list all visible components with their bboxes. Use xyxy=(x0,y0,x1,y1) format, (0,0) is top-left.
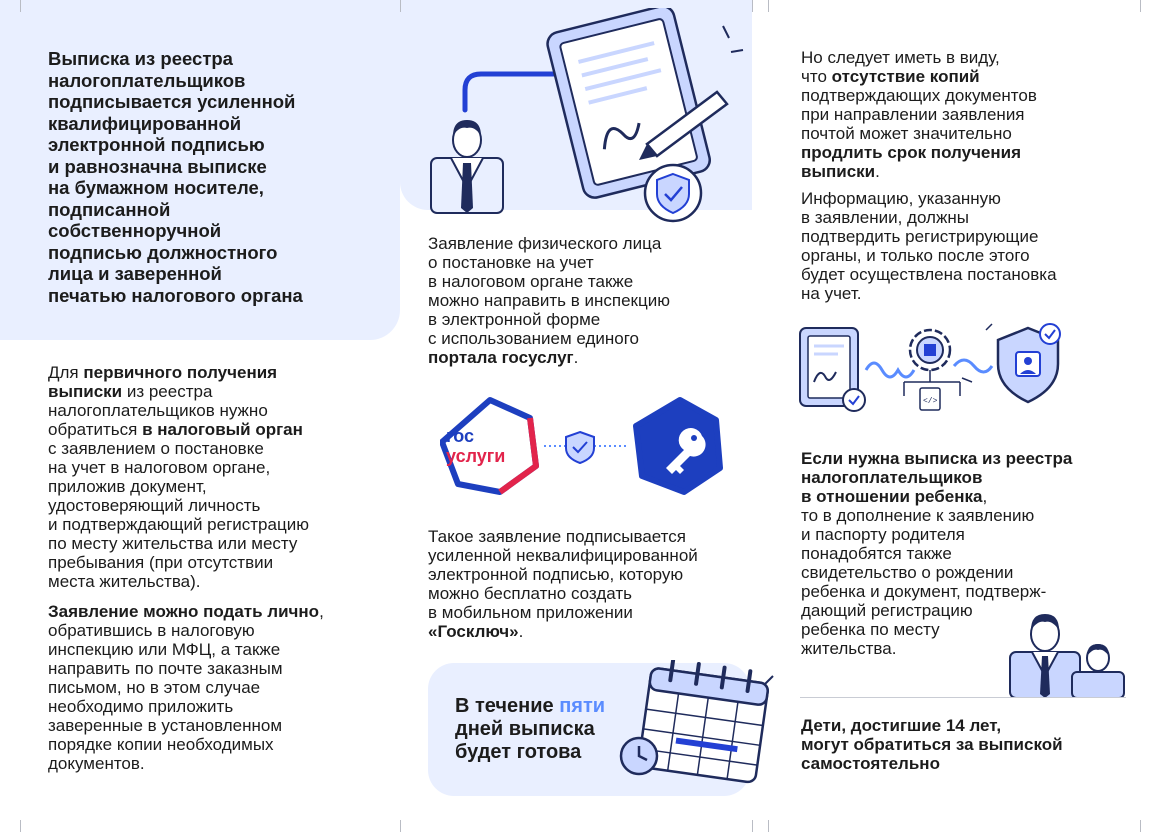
five-days-text: В течение пяти дней выписка будет готова xyxy=(455,695,606,763)
fold-mark xyxy=(400,820,401,832)
section-divider xyxy=(800,697,1126,698)
shield-icon xyxy=(566,432,594,463)
crop-mark xyxy=(1140,0,1141,12)
goskey-paragraph: Такое заявление подписывается усиленной неквалифицированной электронной подписью, которую можно бесплатно создать в мобильном приложении «Госключ». xyxy=(428,527,698,641)
fold-mark xyxy=(768,820,769,832)
child-statement-paragraph: Если нужна выписка из реестра налогоплательщиков в отношении ребенка, то в дополнение к заявлению и паспорту родителя понадобятся также свидетельство о рождении ребенка и документ, подтверж- дающий регистрацию ребенка по месту жительства. xyxy=(801,449,1073,658)
crop-mark xyxy=(1140,820,1141,832)
main-heading: Выписка из реестра налогоплательщиков подписывается усиленной квалифицированной электронной подписью и равнозначна выписке на бумажном носителе, подписанной собственноручной подписью должностного лица и заверенной печатью налогового органа xyxy=(48,48,303,306)
fold-mark xyxy=(752,820,753,832)
security-shield-icon xyxy=(998,324,1060,402)
svg-text:</>: </> xyxy=(923,397,938,406)
gosuslugi-goskey-logos xyxy=(440,396,730,496)
crop-mark xyxy=(20,0,21,12)
gosuslugi-logo-text-top: гос xyxy=(446,426,475,446)
person-icon xyxy=(431,120,503,213)
verification-process-illustration xyxy=(796,320,1066,415)
shield-check-icon xyxy=(645,165,701,221)
gosuslugi-logo-text-bottom: услуги xyxy=(446,446,506,466)
crop-mark xyxy=(20,820,21,832)
parent-and-child-illustration xyxy=(1004,606,1128,698)
copies-warning-paragraph: Но следует иметь в виду, что отсутствие копий подтверждающих документов при направлении заявления почтой может значительно продлить срок получения выписки. xyxy=(801,48,1037,181)
children-14-note: Дети, достигшие 14 лет, могут обратиться за выпиской самостоятельно xyxy=(801,716,1063,773)
calendar-illustration xyxy=(615,660,775,790)
goskey-logo xyxy=(636,400,720,492)
five-highlight: пяти xyxy=(559,695,606,717)
submit-in-person-paragraph: Заявление можно подать лично, обратившись в налоговую инспекцию или МФЦ, а также направить по почте заказным письмом, но в этом случае необходимо приложить заверенные в установленном порядке копии необходимых документов. xyxy=(48,602,324,773)
primary-statement-paragraph: Для первичного получения выписки из реестра налогоплательщиков нужно обратиться в налоговый орган с заявлением о постановке на учет в налоговом органе, приложив документ, удостоверяющий личность и подтверждающий регистрацию по месту жительства или месту пребывания (при отсутствии места жительства). xyxy=(48,363,309,591)
fold-mark xyxy=(400,0,401,12)
gear-icon xyxy=(910,330,950,370)
online-application-paragraph: Заявление физического лица о постановке на учет в налоговом органе также можно направить в инспекцию в электронной форме с использованием единого портала госуслуг. xyxy=(428,234,670,367)
fold-mark xyxy=(768,0,769,12)
verification-paragraph: Информацию, указанную в заявлении, должны подтвердить регистрирующие органы, и только после этого будет осуществлена постановка на учет. xyxy=(801,189,1057,303)
shield-check-icon xyxy=(843,389,865,411)
signing-document-illustration xyxy=(425,8,755,223)
